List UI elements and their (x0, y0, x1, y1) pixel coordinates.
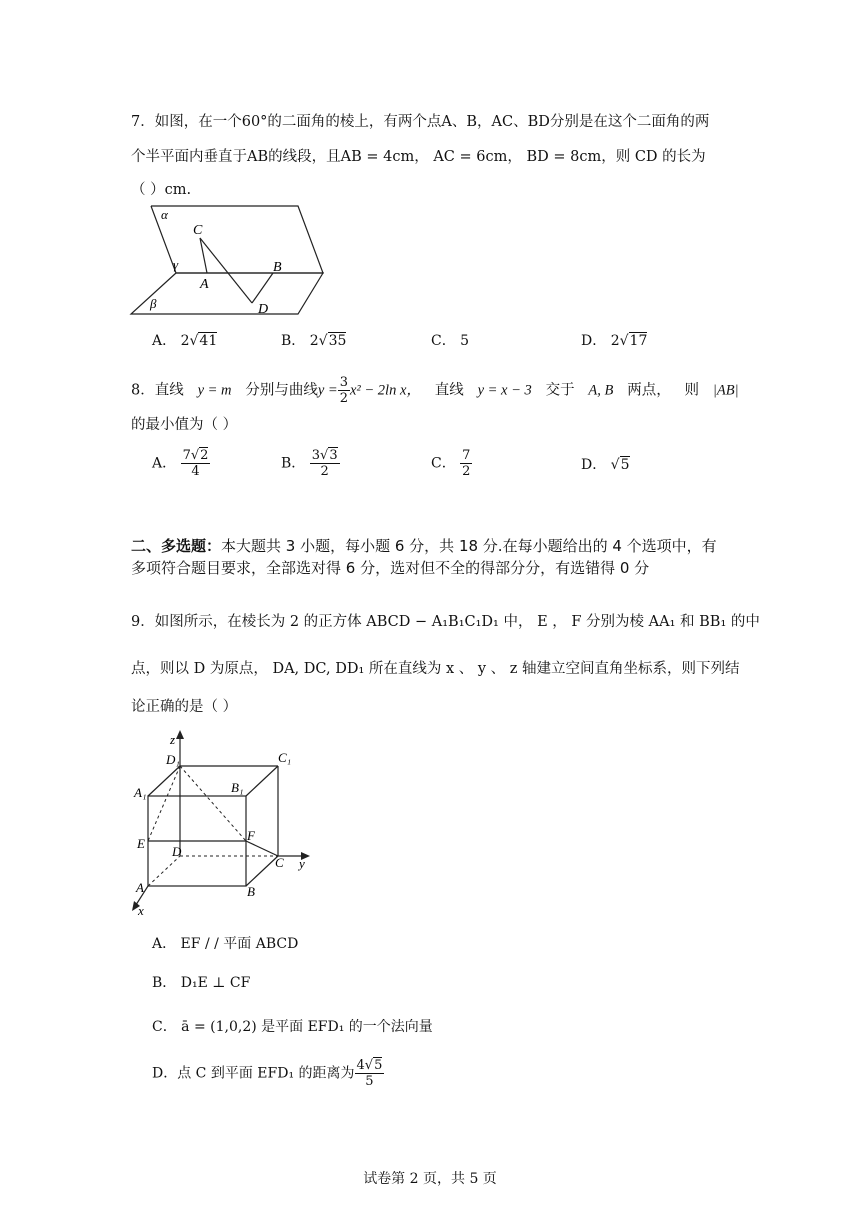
q9-line-2: 点，则以 D 为原点， DA, DC, DD₁ 所在直线为 x 、 y 、 z 轴建立空间直角坐标系，则下列结 (131, 661, 740, 677)
label-beta: β (150, 296, 157, 311)
page-footer: 试卷第 2 页，共 5 页 (363, 1171, 497, 1187)
q7-option-a[interactable]: A． 2√41 (152, 333, 218, 349)
label-F: F (247, 828, 255, 843)
q8-option-a[interactable]: A． $\frac{7√2}{4}$ (152, 448, 209, 479)
dihedral-angle-figure (128, 202, 333, 320)
label-A: A (136, 880, 144, 895)
q7-line-3: （ ）cm. (131, 182, 192, 198)
label-A1: A₁ (134, 785, 147, 800)
q8-option-b[interactable]: B． $\frac{3√3}{2}$ (281, 448, 338, 479)
q8-option-c[interactable]: C． $\frac{7}{2}$ (431, 448, 471, 479)
q8-line-1: 8．直线 y = m 分别与曲线y = $\frac{3}{2}$ x² − 2ln x， 直线 y = x − 3 交于 A, B 两点， 则 |AB| (131, 375, 739, 406)
label-B1: B₁ (231, 780, 244, 795)
q7-line-2: 个半平面内垂直于AB的线段，且AB = 4cm， AC = 6cm， BD = 8cm，则 CD 的长为 (131, 149, 706, 165)
label-C: C (275, 855, 284, 870)
label-D: D (172, 844, 182, 859)
q7-line-1: 7．如图，在一个60°的二面角的棱上，有两个点A、B，AC、BD分别是在这个二面角的两 (131, 114, 710, 130)
q8-line-2: 的最小值为（ ） (131, 417, 238, 433)
q9-line-1: 9．如图所示，在棱长为 2 的正方体 ABCD − A₁B₁C₁D₁ 中， E ， F 分别为棱 AA₁ 和 BB₁ 的中 (131, 614, 760, 630)
label-alpha: α (161, 207, 168, 222)
q9-option-c[interactable]: C． ā = (1,0,2) 是平面 EFD₁ 的一个法向量 (152, 1019, 433, 1035)
label-D1: D₁ (166, 752, 180, 767)
label-x: x (138, 903, 144, 918)
q7-option-b[interactable]: B． 2√35 (281, 333, 347, 349)
q8-option-d[interactable]: D． √5 (581, 457, 630, 473)
label-D: D (258, 302, 269, 317)
label-C: C (193, 223, 203, 238)
section-2-heading: 二、多选题：本大题共 3 小题，每小题 6 分，共 18 分.在每小题给出的 4 个选项中，有多项符合题目要求，全部选对得 6 分，选对但不全的得部分分，有选错得 0 分 (131, 537, 717, 577)
label-y: y (299, 856, 305, 871)
q7-option-d[interactable]: D． 2√17 (581, 333, 648, 349)
label-z: z (170, 732, 176, 747)
label-B: B (247, 884, 255, 899)
label-B: B (273, 260, 282, 275)
q7-option-c[interactable]: C． 5 (431, 333, 470, 349)
cube-figure (128, 728, 328, 920)
q9-option-b[interactable]: B． D₁E ⊥ CF (152, 975, 251, 991)
label-C1: C₁ (278, 750, 292, 765)
label-A: A (200, 277, 209, 292)
q9-option-a[interactable]: A． EF / / 平面 ABCD (152, 936, 299, 952)
q9-option-d[interactable]: D．点 C 到平面 EFD₁ 的距离为 $\frac{4√5}{5}$ (152, 1058, 383, 1089)
label-gamma: γ (173, 257, 179, 272)
label-E: E (137, 836, 145, 851)
q9-line-3: 论正确的是（ ） (131, 699, 238, 715)
